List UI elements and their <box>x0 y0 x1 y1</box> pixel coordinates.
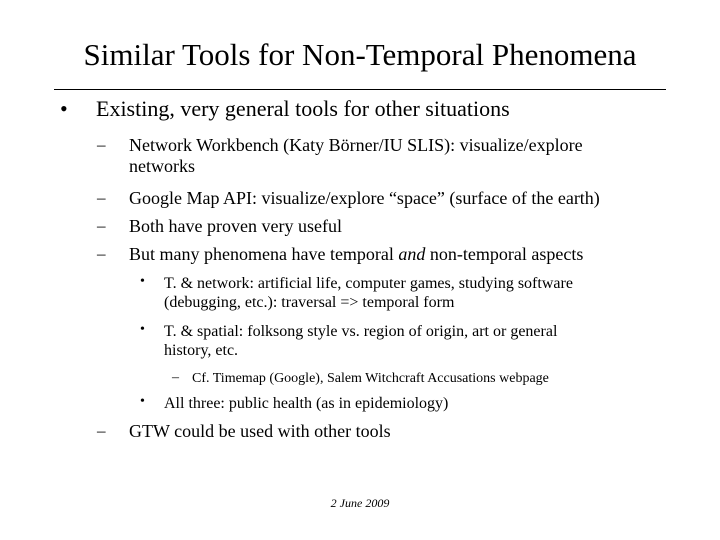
sub-bullet-text: Both have proven very useful <box>129 216 342 236</box>
text-line: (debugging, etc.): traversal => temporal form <box>164 294 455 311</box>
dash-marker: – <box>97 216 106 235</box>
sub-bullet-text <box>129 244 583 265</box>
text-line: T. & network: artificial life, computer games, studying software <box>164 275 573 292</box>
dash-marker: – <box>172 370 179 385</box>
bullet-marker: • <box>140 322 145 337</box>
bullet-text: All three: public health (as in epidemiology) <box>164 395 449 412</box>
bullet-text <box>164 274 573 312</box>
text-line: history, etc. <box>164 342 239 359</box>
sub-bullet-text: Cf. Timemap (Google), Salem Witchcraft Accusations webpage <box>192 371 549 386</box>
slide-footer-date: 2 June 2009 <box>330 496 390 510</box>
bullet-marker: • <box>60 96 68 121</box>
text-line: networks <box>129 156 195 176</box>
bullet-marker: • <box>140 394 145 409</box>
dash-marker: – <box>97 244 106 263</box>
emphasis-and: and <box>398 244 426 264</box>
dash-marker: – <box>97 421 106 440</box>
dash-marker: – <box>97 135 106 154</box>
sub-bullet-text <box>129 135 583 177</box>
slide-title: Similar Tools for Non-Temporal Phenomena <box>83 37 637 72</box>
text-prefix: But many phenomena have temporal <box>129 244 399 264</box>
sub-bullet-text: Google Map API: visualize/explore “space” (surface of the earth) <box>129 188 600 208</box>
text-line: T. & spatial: folksong style vs. region of origin, art or general <box>164 323 558 340</box>
text-line: Network Workbench (Katy Börner/IU SLIS): visualize/explore <box>129 135 583 155</box>
sub-bullet-text: GTW could be used with other tools <box>129 421 391 441</box>
main-bullet-text: Existing, very general tools for other situations <box>96 96 510 121</box>
bullet-marker: • <box>140 274 145 289</box>
text-suffix: non-temporal aspects <box>425 244 584 264</box>
title-divider <box>54 89 666 90</box>
dash-marker: – <box>97 188 106 207</box>
bullet-text <box>164 322 557 360</box>
